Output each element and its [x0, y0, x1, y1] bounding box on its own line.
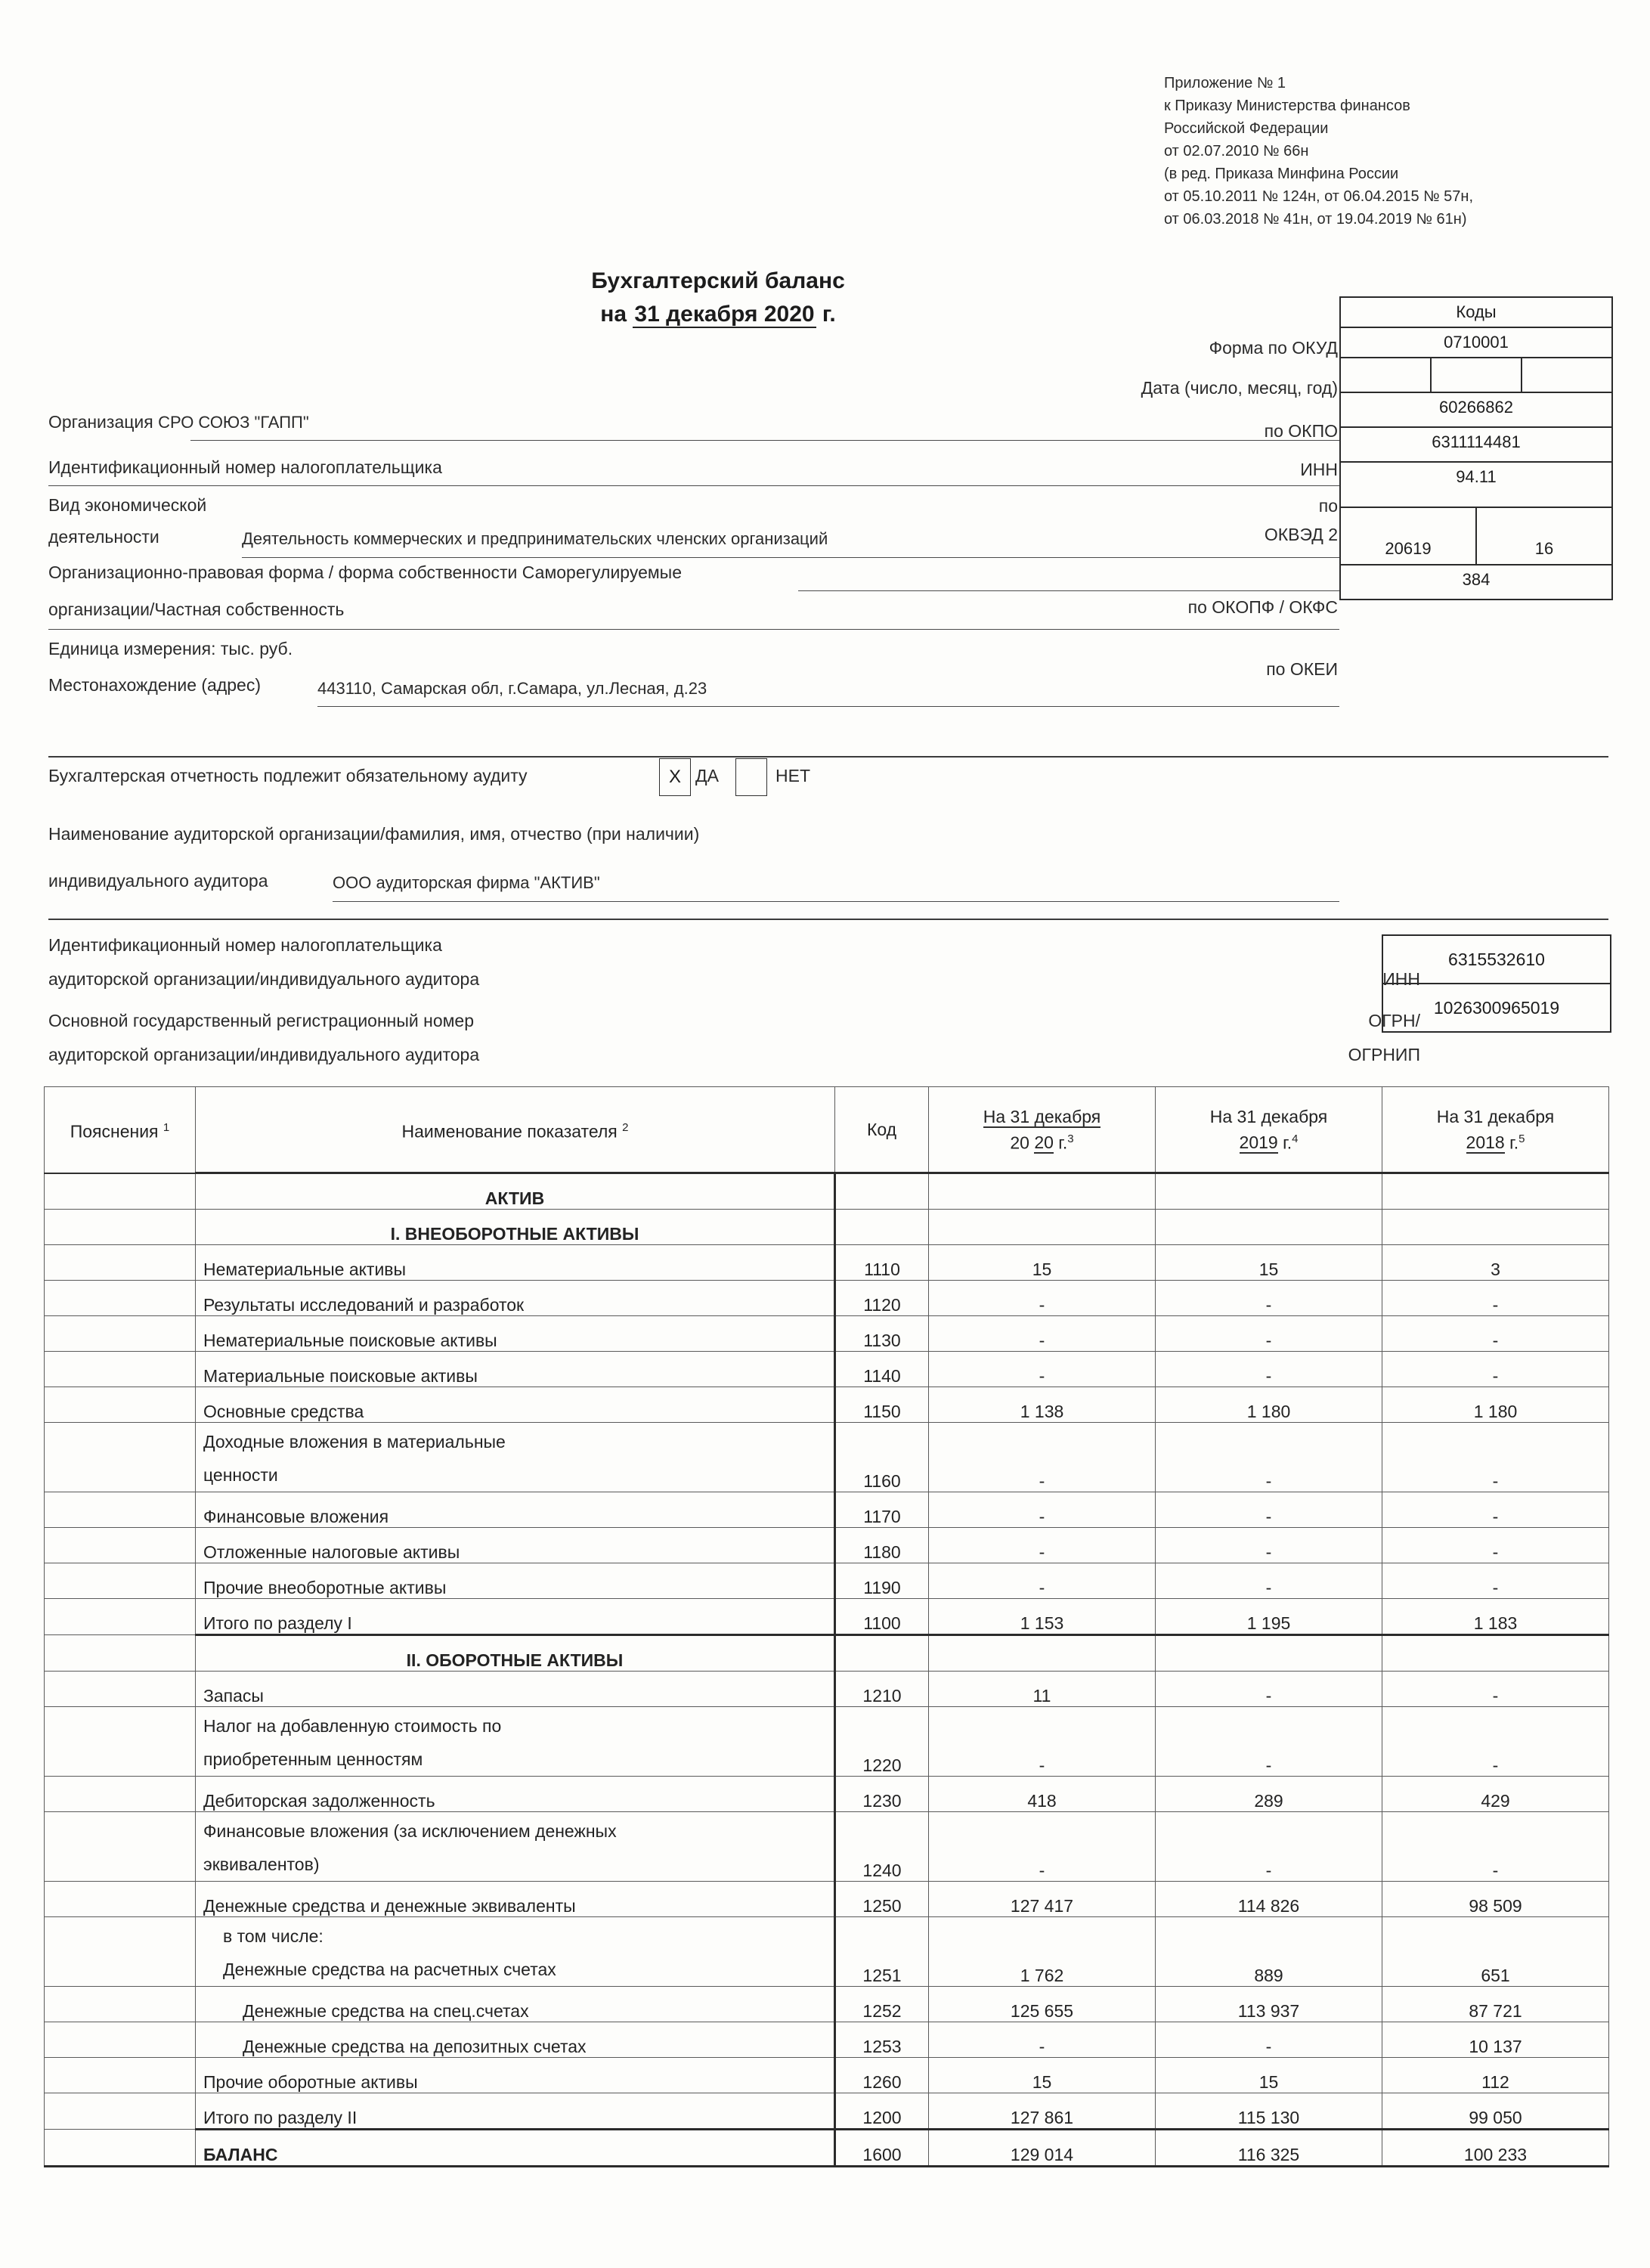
explanations-cell [45, 1316, 196, 1352]
explanations-cell [45, 1672, 196, 1707]
row-value-2019: - [1156, 1423, 1382, 1492]
row-value-2018: - [1382, 1672, 1609, 1707]
label-okopf-okfs: по ОКОПФ / ОКФС [1187, 597, 1338, 617]
row-label: Прочие внеоборотные активы [196, 1563, 835, 1599]
explanations-cell [45, 1245, 196, 1281]
codes-header: Коды [1456, 302, 1497, 321]
row-value-2018: 651 [1382, 1917, 1609, 1987]
balance-row [45, 2130, 1609, 2167]
table-row [45, 1707, 1609, 1777]
value-cell-2020 [929, 1173, 1156, 1210]
row-code: 1160 [835, 1423, 929, 1492]
value-cell-2020 [929, 1210, 1156, 1245]
row-value-2020: - [929, 1423, 1156, 1492]
row-value-2020: 125 655 [929, 1987, 1156, 2022]
legal-line: Российской Федерации [1164, 120, 1329, 137]
row-code: 1120 [835, 1281, 929, 1316]
row-value-2019: 1 180 [1156, 1387, 1382, 1423]
row-value-2018: - [1382, 1812, 1609, 1882]
table-row [45, 1882, 1609, 1917]
label-po: по [1318, 496, 1338, 516]
audit-no-label: НЕТ [775, 766, 810, 785]
code-okei-value: 384 [1462, 570, 1491, 589]
row-code: 1251 [835, 1917, 929, 1987]
code-okopf-value: 20619 [1385, 539, 1432, 558]
auditor-inn-label-1: Идентификационный номер налогоплательщика [48, 935, 442, 955]
codes-row-okpo [1341, 393, 1611, 428]
code-cell [835, 1210, 929, 1245]
auditor-name-label: Наименование аудиторской организации/фамилия, имя, отчество (при наличии) [48, 824, 700, 844]
code-okfs-value: 16 [1475, 508, 1611, 564]
legal-line: от 02.07.2010 № 66н [1164, 143, 1309, 160]
legal-line: от 06.03.2018 № 41н, от 19.04.2019 № 61н) [1164, 211, 1467, 228]
row-value-2020: 127 417 [929, 1882, 1156, 1917]
unit-label: Единица измерения: тыс. руб. [48, 639, 293, 658]
code-okved-value: 94.11 [1456, 467, 1497, 486]
row-value-2019: 289 [1156, 1777, 1382, 1812]
row-label: Дебиторская задолженность [196, 1777, 835, 1812]
row-label: Финансовые вложения (за исключением денежных эквивалентов) [196, 1812, 835, 1882]
row-value-2020: 15 [929, 2058, 1156, 2093]
codes-row-inn [1341, 428, 1611, 463]
row-code: 1240 [835, 1812, 929, 1882]
row-code: 1170 [835, 1492, 929, 1528]
balance-label: БАЛАНС [196, 2130, 835, 2167]
row-value-2019: - [1156, 1528, 1382, 1563]
explanations-cell [45, 1173, 196, 1210]
row-value-2019: - [1156, 1316, 1382, 1352]
balance-sheet-table [44, 1086, 1609, 2167]
explanations-cell [45, 1387, 196, 1423]
legal-line: от 05.10.2011 № 124н, от 06.04.2015 № 57н, [1164, 188, 1474, 205]
row-label: Основные средства [196, 1387, 835, 1423]
row-code: 1210 [835, 1672, 929, 1707]
row-value-2019: - [1156, 1281, 1382, 1316]
row-value-2019: 114 826 [1156, 1882, 1382, 1917]
row-label: в том числе: Денежные средства на расчетных счетах [196, 1917, 835, 1987]
value-cell-2018 [1382, 1635, 1609, 1672]
row-value-2020: - [929, 1528, 1156, 1563]
codes-row-date [1341, 358, 1611, 393]
header-2020: На 31 декабря 20 20 г.$^3$ [929, 1087, 1156, 1173]
table-row [45, 1528, 1609, 1563]
explanations-cell [45, 1563, 196, 1599]
auditor-rule [333, 901, 1339, 902]
legal-form-value-1: Саморегулируемые [522, 562, 682, 582]
auditor-inn-value: 6315532610 [1383, 936, 1610, 984]
row-value-2020: 11 [929, 1672, 1156, 1707]
explanations-cell [45, 1812, 196, 1882]
row-value-2019: - [1156, 1563, 1382, 1599]
row-value-2020: 1 138 [929, 1387, 1156, 1423]
row-value-2018: - [1382, 1316, 1609, 1352]
audit-yes-mark: X [668, 767, 681, 787]
audit-statement: Бухгалтерская отчетность подлежит обязательному аудиту [48, 766, 528, 785]
row-value-2020: - [929, 1707, 1156, 1777]
row-value-2020: - [929, 1492, 1156, 1528]
row-value-2019: 15 [1156, 1245, 1382, 1281]
location-rule [317, 706, 1339, 707]
row-value-2019: - [1156, 1352, 1382, 1387]
taxpayer-inn-label: Идентификационный номер налогоплательщика [48, 457, 442, 477]
location-value: 443110, Самарская обл, г.Самара, ул.Лесная, д.23 [317, 679, 707, 698]
legal-line: к Приказу Министерства финансов [1164, 98, 1410, 114]
value-cell-2020 [929, 1635, 1156, 1672]
explanations-cell [45, 1492, 196, 1528]
balance-value-2018: 100 233 [1382, 2130, 1609, 2167]
auditor-ogrn-value: 1026300965019 [1433, 998, 1560, 1018]
row-value-2018: 10 137 [1382, 2022, 1609, 2058]
table-header-row [45, 1087, 1609, 1173]
row-value-2020: - [929, 1281, 1156, 1316]
legal-form-value-2: организации/Частная собственность [48, 600, 345, 619]
row-label: Доходные вложения в материальные ценности [196, 1423, 835, 1492]
row-code: 1260 [835, 2058, 929, 2093]
code-inn-value: 6311114481 [1432, 432, 1521, 451]
audit-yes-label: ДА [695, 766, 719, 785]
explanations-cell [45, 1777, 196, 1812]
auditor-inn-label-2: аудиторской организации/индивидуального аудитора [48, 969, 480, 989]
row-code: 1150 [835, 1387, 929, 1423]
auditor-ogrn-label-2: аудиторской организации/индивидуального аудитора [48, 1045, 480, 1064]
header-indicator: Наименование показателя $^2$ [196, 1087, 835, 1173]
explanations-cell [45, 1707, 196, 1777]
value-cell-2019 [1156, 1173, 1382, 1210]
explanations-cell [45, 2058, 196, 2093]
header-code: Код [835, 1087, 929, 1173]
asset-title: АКТИВ [196, 1173, 835, 1210]
table-row [45, 1492, 1609, 1528]
row-code: 1180 [835, 1528, 929, 1563]
section2-title: II. ОБОРОТНЫЕ АКТИВЫ [196, 1635, 835, 1672]
organization-label: Организация СРО СОЮЗ "ГАПП" [48, 412, 309, 432]
row-value-2020: - [929, 1812, 1156, 1882]
row-label: Отложенные налоговые активы [196, 1528, 835, 1563]
row-value-2018: 3 [1382, 1245, 1609, 1281]
audit-yes-checkbox[interactable] [659, 758, 691, 796]
explanations-cell [45, 1528, 196, 1563]
table-row [45, 2058, 1609, 2093]
row-value-2020: 1 153 [929, 1599, 1156, 1635]
row-code: 1100 [835, 1599, 929, 1635]
table-row [45, 1777, 1609, 1812]
row-code: 1230 [835, 1777, 929, 1812]
auditor-ogrn-tag-1: ОГРН/ [1368, 1011, 1420, 1030]
table-row [45, 1281, 1609, 1316]
row-code: 1252 [835, 1987, 929, 2022]
value-cell-2019 [1156, 1210, 1382, 1245]
code-okpo-value: 60266862 [1439, 398, 1513, 417]
row-code: 1220 [835, 1707, 929, 1777]
table-row [45, 1316, 1609, 1352]
balance-code: 1600 [835, 2130, 929, 2167]
row-value-2018: 99 050 [1382, 2093, 1609, 2130]
asset-title-row [45, 1173, 1609, 1210]
code-cell [835, 1173, 929, 1210]
table-row [45, 1917, 1609, 1987]
date-year-cell [1521, 358, 1611, 392]
label-date: Дата (число, месяц, год) [1141, 378, 1338, 398]
row-value-2020: 1 762 [929, 1917, 1156, 1987]
label-okpo: по ОКПО [1264, 421, 1338, 441]
organization-value: СРО СОЮЗ "ГАПП" [158, 413, 309, 432]
activity-label-line2: деятельности [48, 527, 159, 547]
explanations-cell [45, 1882, 196, 1917]
page-title [559, 265, 877, 331]
table-row-total [45, 1599, 1609, 1635]
codes-table [1339, 296, 1613, 600]
label-okud: Форма по ОКУД [1209, 338, 1338, 358]
row-label: Результаты исследований и разработок [196, 1281, 835, 1316]
label-okved2: ОКВЭД 2 [1264, 525, 1338, 544]
explanations-cell [45, 1423, 196, 1492]
row-label: Итого по разделу II [196, 2093, 835, 2130]
row-label: Нематериальные поисковые активы [196, 1316, 835, 1352]
row-value-2020: 127 861 [929, 2093, 1156, 2130]
section-divider-2 [48, 919, 1608, 920]
row-code: 1250 [835, 1882, 929, 1917]
row-label: Денежные средства на спец.счетах [196, 1987, 835, 2022]
row-value-2019: - [1156, 2022, 1382, 2058]
label-inn: ИНН [1300, 460, 1338, 479]
row-value-2018: - [1382, 1492, 1609, 1528]
header-2018: На 31 декабря 2018 г.$^5$ [1382, 1087, 1609, 1173]
row-value-2020: - [929, 2022, 1156, 2058]
header-explanations: Пояснения $^1$ [45, 1087, 196, 1173]
row-value-2018: - [1382, 1281, 1609, 1316]
table-row [45, 1387, 1609, 1423]
report-date: 31 декабря 2020 [634, 302, 815, 327]
activity-value: Деятельность коммерческих и предпринимательских членских организаций [242, 529, 828, 548]
explanations-cell [45, 1281, 196, 1316]
row-label: Прочие оборотные активы [196, 2058, 835, 2093]
row-label: Налог на добавленную стоимость по приобретенным ценностям [196, 1707, 835, 1777]
row-value-2018: - [1382, 1563, 1609, 1599]
row-label: Денежные средства и денежные эквиваленты [196, 1882, 835, 1917]
explanations-cell [45, 1635, 196, 1672]
location-label: Местонахождение (адрес) [48, 675, 261, 695]
row-value-2019: 113 937 [1156, 1987, 1382, 2022]
explanations-cell [45, 1917, 196, 1987]
section-divider-1 [48, 756, 1608, 758]
row-value-2018: - [1382, 1423, 1609, 1492]
row-value-2020: - [929, 1563, 1156, 1599]
row-value-2018: 429 [1382, 1777, 1609, 1812]
row-value-2019: - [1156, 1672, 1382, 1707]
legal-line: Приложение № 1 [1164, 75, 1286, 91]
row-code: 1200 [835, 2093, 929, 2130]
balance-value-2020: 129 014 [929, 2130, 1156, 2167]
section1-title: I. ВНЕОБОРОТНЫЕ АКТИВЫ [196, 1210, 835, 1245]
row-value-2020: 15 [929, 1245, 1156, 1281]
explanations-cell [45, 1352, 196, 1387]
codes-row-okved [1341, 463, 1611, 508]
header-2019: На 31 декабря 2019 г.$^4$ [1156, 1087, 1382, 1173]
codes-row-okei [1341, 565, 1611, 599]
explanations-cell [45, 2130, 196, 2167]
explanations-cell [45, 1210, 196, 1245]
activity-label-line1: Вид экономической [48, 495, 207, 515]
row-value-2018: 112 [1382, 2058, 1609, 2093]
legal-line: (в ред. Приказа Минфина России [1164, 166, 1399, 182]
row-label: Нематериальные активы [196, 1245, 835, 1281]
row-value-2019: 1 195 [1156, 1599, 1382, 1635]
date-day-cell [1341, 358, 1430, 392]
row-label: Итого по разделу I [196, 1599, 835, 1635]
legal-form-rule-1 [798, 590, 1339, 591]
title-line: Бухгалтерский баланс [591, 268, 845, 293]
table-row [45, 1987, 1609, 2022]
explanations-cell [45, 1987, 196, 2022]
row-value-2020: - [929, 1316, 1156, 1352]
section2-title-row [45, 1635, 1609, 1672]
row-code: 1140 [835, 1352, 929, 1387]
table-row [45, 2022, 1609, 2058]
label-okei: по ОКЕИ [1266, 659, 1338, 679]
organization-rule [190, 440, 1339, 441]
individual-auditor-label: индивидуального аудитора [48, 871, 268, 891]
explanations-cell [45, 2022, 196, 2058]
row-value-2019: - [1156, 1707, 1382, 1777]
table-row [45, 1672, 1609, 1707]
value-cell-2018 [1382, 1173, 1609, 1210]
row-value-2020: 418 [929, 1777, 1156, 1812]
codes-row-okud [1341, 328, 1611, 358]
row-value-2019: 115 130 [1156, 2093, 1382, 2130]
row-label: Материальные поисковые активы [196, 1352, 835, 1387]
row-value-2019: - [1156, 1812, 1382, 1882]
row-value-2018: 1 180 [1382, 1387, 1609, 1423]
row-value-2018: 98 509 [1382, 1882, 1609, 1917]
codes-row-okopf [1341, 508, 1611, 565]
row-label: Финансовые вложения [196, 1492, 835, 1528]
codes-header-row [1341, 298, 1611, 328]
table-row [45, 1812, 1609, 1882]
auditor-ogrn-tag-2: ОГРНИП [1348, 1045, 1420, 1064]
section1-title-row [45, 1210, 1609, 1245]
row-value-2020: - [929, 1352, 1156, 1387]
code-cell [835, 1635, 929, 1672]
row-label: Запасы [196, 1672, 835, 1707]
row-value-2018: - [1382, 1352, 1609, 1387]
table-row [45, 1563, 1609, 1599]
activity-rule [242, 557, 1339, 558]
inn-rule [48, 485, 1339, 486]
balance-value-2019: 116 325 [1156, 2130, 1382, 2167]
auditor-ogrn-label-1: Основной государственный регистрационный номер [48, 1011, 475, 1030]
legal-form-label: Организационно-правовая форма / форма собственности Саморегулируемые [48, 562, 682, 582]
legal-reference-note [1164, 72, 1633, 231]
row-value-2018: 87 721 [1382, 1987, 1609, 2022]
value-cell-2019 [1156, 1635, 1382, 1672]
auditor-id-codes-box [1382, 934, 1611, 1033]
row-value-2019: - [1156, 1492, 1382, 1528]
row-value-2018: - [1382, 1707, 1609, 1777]
row-value-2019: 15 [1156, 2058, 1382, 2093]
code-okud-value: 0710001 [1444, 333, 1509, 352]
row-value-2018: - [1382, 1528, 1609, 1563]
table-row-total [45, 2093, 1609, 2130]
explanations-cell [45, 1599, 196, 1635]
date-month-cell [1430, 358, 1521, 392]
value-cell-2018 [1382, 1210, 1609, 1245]
explanations-cell [45, 2093, 196, 2130]
audit-no-checkbox[interactable] [735, 758, 767, 796]
table-row [45, 1245, 1609, 1281]
row-value-2019: 889 [1156, 1917, 1382, 1987]
row-code: 1190 [835, 1563, 929, 1599]
row-code: 1110 [835, 1245, 929, 1281]
row-code: 1253 [835, 2022, 929, 2058]
title-date-line: на 31 декабря 2020 г. [600, 302, 836, 327]
row-code: 1130 [835, 1316, 929, 1352]
legal-form-rule-2 [48, 629, 1339, 630]
row-label: Денежные средства на депозитных счетах [196, 2022, 835, 2058]
table-row [45, 1352, 1609, 1387]
auditor-value: ООО аудиторская фирма "АКТИВ" [333, 873, 600, 892]
row-value-2018: 1 183 [1382, 1599, 1609, 1635]
table-row [45, 1423, 1609, 1492]
auditor-inn-tag: ИНН [1382, 969, 1420, 989]
